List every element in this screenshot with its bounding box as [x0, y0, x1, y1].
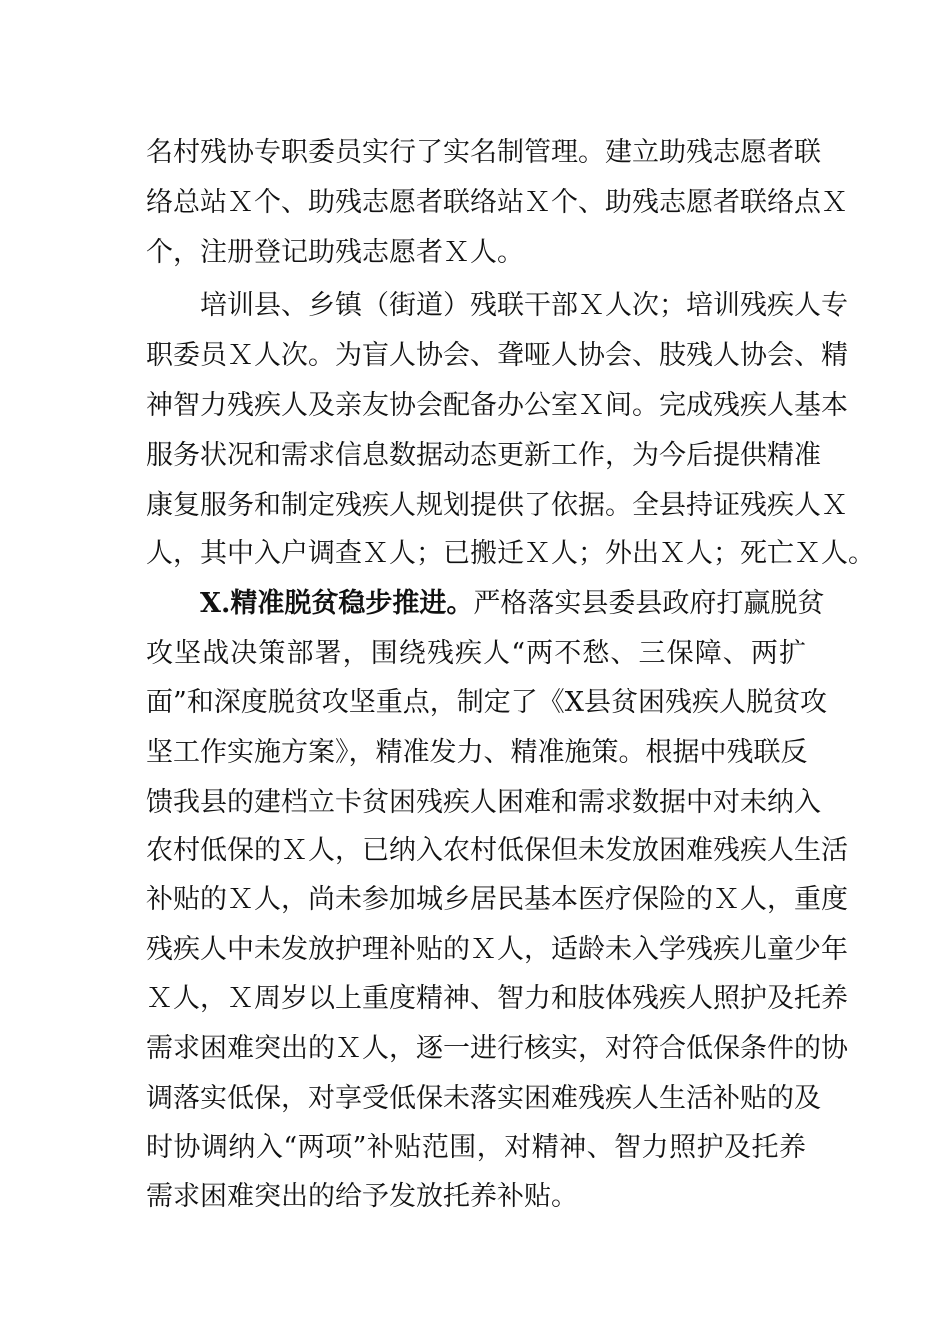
- text-line: 神智力残疾人及亲友协会配备办公室Ｘ间。完成残疾人基本: [146, 390, 848, 421]
- text-line: 需求困难突出的Ｘ人，逐一进行核实，对符合低保条件的协: [146, 1033, 848, 1064]
- section-first-line: [200, 584, 825, 624]
- text-line: 时协调纳入“两项”补贴范围，对精神、智力照护及托养: [146, 1132, 806, 1163]
- text-line: 名村残协专职委员实行了实名制管理。建立助残志愿者联: [146, 137, 821, 168]
- text-line: 络总站Ｘ个、助残志愿者联络站Ｘ个、助残志愿者联络点Ｘ: [146, 187, 848, 218]
- text-line: 补贴的Ｘ人，尚未参加城乡居民基本医疗保险的Ｘ人，重度: [146, 884, 848, 915]
- text-line: 职委员Ｘ人次。为盲人协会、聋哑人协会、肢残人协会、精: [146, 340, 848, 371]
- text-line: 馈我县的建档立卡贫困残疾人困难和需求数据中对未纳入: [146, 787, 821, 818]
- text-line: Ｘ人，Ｘ周岁以上重度精神、智力和肢体残疾人照护及托养: [146, 983, 848, 1014]
- text-span: 严格落实县委县政府打赢脱贫: [473, 588, 825, 619]
- text-line: 攻坚战决策部署，围绕残疾人“两不愁、三保障、两扩: [146, 638, 806, 669]
- text-line: 面”和深度脱贫攻坚重点，制定了《X县贫困残疾人脱贫攻: [146, 687, 828, 718]
- text-line: 残疾人中未发放护理补贴的Ｘ人，适龄未入学残疾儿童少年: [146, 934, 848, 965]
- text-line: 农村低保的Ｘ人，已纳入农村低保但未发放困难残疾人生活: [146, 835, 848, 866]
- text-line: 调落实低保，对享受低保未落实困难残疾人生活补贴的及: [146, 1083, 821, 1114]
- text-line: 培训县、乡镇（街道）残联干部Ｘ人次；培训残疾人专: [200, 290, 848, 321]
- text-line: 服务状况和需求信息数据动态更新工作，为今后提供精准: [146, 440, 821, 471]
- text-line: 需求困难突出的给予发放托养补贴。: [146, 1181, 578, 1212]
- section-heading: X.精准脱贫稳步推进。: [200, 588, 474, 619]
- text-line: 坚工作实施方案》，精准发力、精准施策。根据中残联反: [146, 737, 808, 768]
- text-line: 个，注册登记助残志愿者Ｘ人。: [146, 237, 524, 268]
- text-line: 人，其中入户调查Ｘ人；已搬迁Ｘ人；外出Ｘ人；死亡Ｘ人。: [146, 538, 875, 569]
- text-line: 康复服务和制定残疾人规划提供了依据。全县持证残疾人Ｘ: [146, 490, 848, 521]
